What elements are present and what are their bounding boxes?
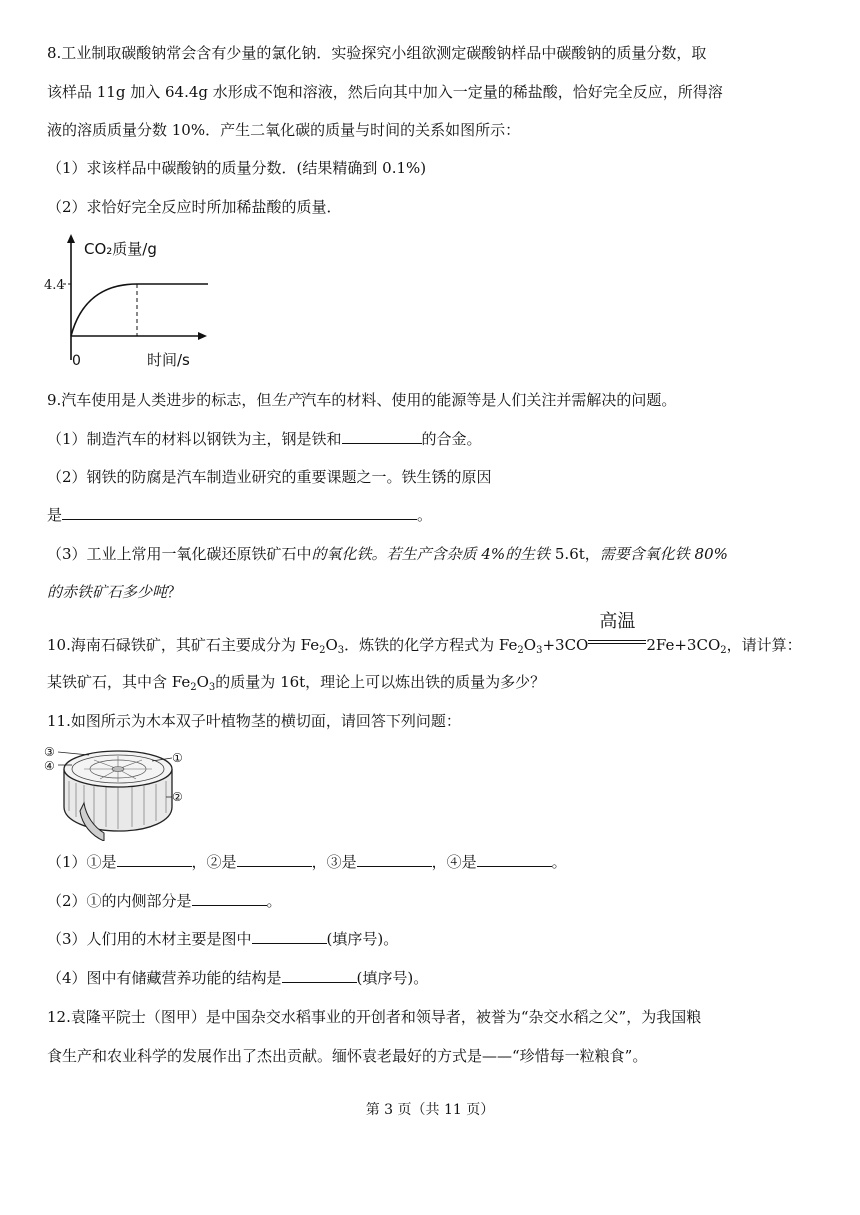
- q8-line-1: 8.工业制取碳酸钠常会含有少量的氯化钠．实验探究小组欲测定碳酸钠样品中碳酸钠的质量分数，取: [47, 44, 707, 62]
- q10-text: 2Fe+3CO: [646, 636, 721, 654]
- answer-blank[interactable]: [237, 852, 312, 867]
- y-tick-label: 4.4: [44, 278, 65, 293]
- q11-line-1: 11.如图所示为木本双子叶植物茎的横切面，请回答下列问题：: [47, 712, 461, 730]
- stem-cross-section-figure: [44, 741, 194, 841]
- q9-sub3-end: ？: [167, 583, 183, 601]
- q9-sub2-text: 是: [47, 506, 63, 524]
- label-2: ②: [172, 790, 183, 804]
- q8-line-3: 液的溶质质量分数 10%．产生二氧化碳的质量与时间的关系如图所示：: [47, 121, 521, 139]
- label-1: ①: [172, 751, 183, 765]
- q11-sub3-text: （3）人们用的木材主要是图中: [47, 930, 252, 948]
- x-axis-label: 时间/s: [147, 351, 190, 369]
- q12-line-2: 食生产和农业科学的发展作出了杰出贡献。缅怀袁老最好的方式是——“珍惜每一粒粮食”。: [47, 1047, 648, 1065]
- q9-sub-2-cont: [47, 505, 432, 525]
- q11-sub-1: [47, 852, 567, 872]
- q10-text: 的质量为 16t，理论上可以炼出铁的质量为多少？: [215, 673, 546, 691]
- subscript: 2: [517, 645, 524, 656]
- q11-sub2-end: 。: [266, 892, 282, 910]
- q10-text: 10.海南石碌铁矿，其矿石主要成分为 Fe: [47, 636, 320, 654]
- q9-sub-3-cont: [47, 582, 182, 602]
- q10-text: O: [523, 636, 537, 654]
- q8-sub-1: （1）求该样品中碳酸钠的质量分数．(结果精确到 0.1%): [47, 159, 427, 177]
- co2-mass-time-chart: [40, 232, 215, 372]
- q11-sub3-end: (填序号)。: [326, 930, 399, 948]
- q12-line-1: 12.袁隆平院士（图甲）是中国杂交水稻事业的开创者和领导者，被誉为“杂交水稻之父”，为我国粮: [47, 1008, 702, 1026]
- reaction-condition: [588, 611, 646, 650]
- subscript: 3: [536, 645, 543, 656]
- q9-sub3-text: 5.6t，: [550, 545, 600, 563]
- subscript: 3: [337, 645, 345, 656]
- co2-series-line: [71, 284, 208, 336]
- label-3: ③: [44, 745, 55, 759]
- q9-sub-3: [47, 544, 728, 564]
- q10-text: ，请计算：: [726, 636, 802, 654]
- q9-sub1-end: 的合金。: [421, 430, 482, 448]
- q10-text: O: [325, 636, 338, 654]
- q10-text: O: [196, 673, 209, 691]
- q9-sub3-text: （3）工业上常用一氧化碳还原铁矿石中: [47, 545, 312, 563]
- q8-line-2: 该样品 11g 加入 64.4g 水形成不饱和溶液，然后向其中加入一定量的稀盐酸，恰好完全反应，所得溶: [47, 83, 723, 101]
- answer-blank[interactable]: [62, 505, 417, 520]
- origin-label: 0: [72, 353, 81, 369]
- q11-sub-3: [47, 929, 398, 949]
- q10-text: ．炼铁的化学方程式为 Fe: [344, 636, 518, 654]
- y-axis-arrow: [67, 234, 75, 243]
- q9-text: 汽车的材料、使用的能源等是人们关注并需解决的问题。: [301, 391, 677, 409]
- answer-blank[interactable]: [252, 929, 327, 944]
- label-4: ④: [44, 759, 55, 773]
- reaction-condition-label: 高温: [599, 611, 636, 632]
- q9-sub3-italic: 的赤铁矿石多少吨: [47, 583, 168, 601]
- q8-sub-2: （2）求恰好完全反应时所加稀盐酸的质量．: [47, 198, 342, 216]
- answer-blank[interactable]: [342, 429, 422, 444]
- subscript: 2: [720, 645, 727, 656]
- q9-text: 9.汽车使用是人类进步的标志，但: [47, 391, 272, 409]
- q11-sub1-end: 。: [551, 853, 567, 871]
- x-axis-arrow: [198, 332, 207, 340]
- answer-blank[interactable]: [357, 852, 432, 867]
- q9-sub1-text: （1）制造汽车的材料以钢铁为主，钢是铁和: [47, 430, 342, 448]
- q9-sub3-italic: 的氧化铁。若生产含杂质 4%的生铁: [311, 545, 551, 563]
- q10-text: 某铁矿石，其中含 Fe: [47, 673, 191, 691]
- q9-sub3-italic: 需要含氧化铁 80%: [599, 545, 728, 563]
- subscript: 3: [208, 682, 216, 693]
- q11-sub4-end: (填序号)。: [356, 969, 429, 987]
- subscript: 2: [190, 682, 197, 693]
- q9-sub-1: [47, 429, 482, 449]
- answer-blank[interactable]: [117, 852, 192, 867]
- q11-sub1-text: ，②是: [191, 853, 237, 871]
- answer-blank[interactable]: [477, 852, 552, 867]
- y-axis-label: CO₂质量/g: [84, 240, 157, 258]
- subscript: 2: [319, 645, 326, 656]
- q11-sub1-text: ，④是: [431, 853, 477, 871]
- q11-sub-4: [47, 968, 428, 988]
- q9-line-1: [47, 390, 676, 410]
- page-footer: 第 3 页（共 11 页）: [365, 1102, 495, 1118]
- q9-sub-2: （2）钢铁的防腐是汽车制造业研究的重要课题之一。铁生锈的原因: [47, 468, 492, 486]
- answer-blank[interactable]: [282, 968, 357, 983]
- q10-line-1: [47, 611, 802, 656]
- q11-sub2-text: （2）①的内侧部分是: [47, 892, 192, 910]
- q11-sub1-text: （1）①是: [47, 853, 117, 871]
- q10-text: +3CO: [542, 636, 589, 654]
- q11-sub-2: [47, 891, 282, 911]
- q11-sub4-text: （4）图中有储藏营养功能的结构是: [47, 969, 282, 987]
- q10-line-2: [47, 672, 545, 692]
- q9-text-italic: 生产: [271, 391, 302, 409]
- answer-blank[interactable]: [192, 891, 267, 906]
- q11-sub1-text: ，③是: [311, 853, 357, 871]
- q9-sub2-end: 。: [417, 506, 433, 524]
